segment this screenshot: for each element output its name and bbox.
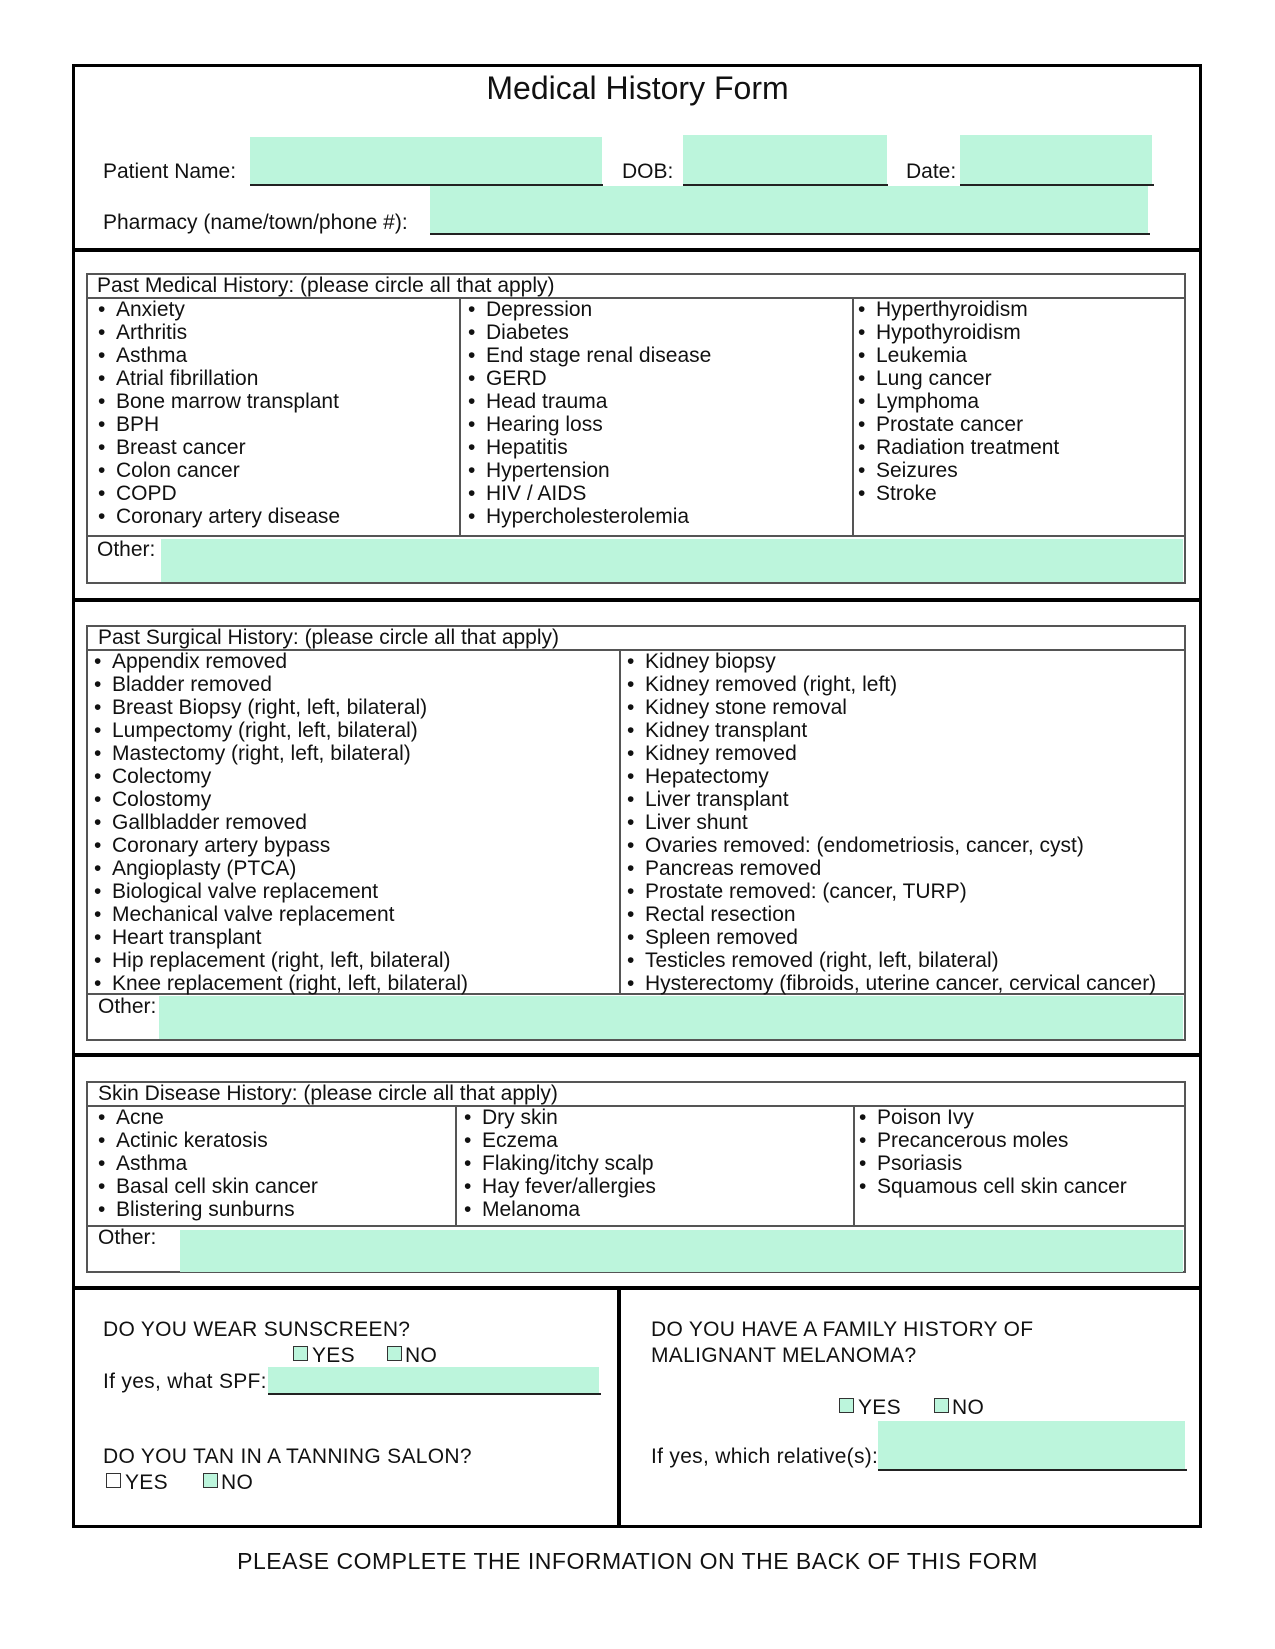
family-no-label: NO [952,1396,985,1419]
past-medical-col-sep-2 [852,297,854,535]
bullet-icon: • [627,719,635,742]
pharmacy-underline [430,233,1150,235]
bullet-icon: • [94,650,102,673]
list-item[interactable] [468,413,711,436]
list-item-label: Pancreas removed [645,857,822,880]
list-item-label: Bladder removed [112,673,272,696]
list-item[interactable] [94,857,468,880]
pharmacy-label: Pharmacy (name/town/phone #): [103,211,408,234]
bullet-icon: • [464,1106,472,1129]
list-item[interactable] [98,298,340,321]
list-item[interactable] [627,788,1156,811]
list-item-label: Mastectomy (right, left, bilateral) [112,742,411,765]
bullet-icon: • [627,880,635,903]
sunscreen-yes-label: YES [312,1344,355,1367]
list-item-label: Hyperthyroidism [876,298,1028,321]
list-item[interactable] [98,482,340,505]
bullet-icon: • [94,903,102,926]
bullet-icon: • [468,344,476,367]
list-item[interactable] [468,482,711,505]
list-item[interactable] [94,719,468,742]
list-item-label: Squamous cell skin cancer [877,1175,1127,1198]
list-item-label: Appendix removed [112,650,288,673]
patient-name-label: Patient Name: [103,160,237,183]
list-item[interactable] [464,1152,656,1175]
list-item[interactable] [468,505,711,528]
patient-name-field[interactable] [250,137,602,185]
bullet-icon: • [94,765,102,788]
bullet-icon: • [858,436,866,459]
list-item[interactable] [468,367,711,390]
list-item[interactable] [468,459,711,482]
list-item[interactable] [858,459,1059,482]
past-medical-col-sep-1 [459,297,461,535]
bullet-icon: • [94,696,102,719]
list-item-label: Kidney removed (right, left) [645,673,898,696]
list-item-label: Biological valve replacement [112,880,379,903]
sunscreen-no-checkbox[interactable] [387,1346,402,1361]
skin-list-1 [98,1106,318,1221]
bullet-icon: • [627,857,635,880]
list-item[interactable] [98,390,340,413]
list-item[interactable] [98,413,340,436]
list-item-label: Poison Ivy [877,1106,974,1129]
list-item[interactable] [468,298,711,321]
list-item-label: COPD [116,482,177,505]
list-item[interactable] [627,857,1156,880]
list-item[interactable] [98,1129,318,1152]
past-medical-list-2 [468,298,711,528]
list-item-label: Hip replacement (right, left, bilateral) [112,949,451,972]
list-item[interactable] [468,344,711,367]
list-item[interactable] [94,972,468,995]
list-item[interactable] [94,903,468,926]
list-item-label: Hysterectomy (fibroids, uterine cancer, cervical cancer) [645,972,1157,995]
bullet-icon: • [627,696,635,719]
list-item[interactable] [627,834,1156,857]
bullet-icon: • [468,505,476,528]
bullet-icon: • [468,436,476,459]
sunscreen-no-label: NO [405,1344,438,1367]
bullet-icon: • [98,367,106,390]
divider-header [72,248,1202,252]
skin-other-line [86,1225,1186,1227]
list-item-label: Lumpectomy (right, left, bilateral) [112,719,418,742]
bullet-icon: • [627,972,635,995]
bullet-icon: • [98,482,106,505]
list-item[interactable] [627,811,1156,834]
page-title: Medical History Form [486,70,789,106]
divider-surgical [72,1053,1202,1057]
bullet-icon: • [858,298,866,321]
family-yes-label: YES [858,1396,901,1419]
list-item[interactable] [858,390,1059,413]
list-item[interactable] [858,367,1059,390]
skin-other-field[interactable] [180,1230,1183,1272]
list-item-label: Head trauma [486,390,608,413]
list-item[interactable] [98,1198,318,1221]
list-item-label: Hypothyroidism [876,321,1021,344]
bullet-icon: • [98,1198,106,1221]
past-surgical-other-label: Other: [98,995,157,1018]
bullet-icon: • [94,811,102,834]
list-item-label: Hypertension [486,459,610,482]
list-item[interactable] [94,926,468,949]
list-item[interactable] [98,344,340,367]
list-item[interactable] [98,367,340,390]
skin-list-2 [464,1106,656,1221]
list-item[interactable] [468,436,711,459]
list-item-label: Diabetes [486,321,569,344]
bullet-icon: • [627,834,635,857]
bullet-icon: • [98,413,106,436]
bullet-icon: • [98,1129,106,1152]
list-item-label: Kidney stone removal [645,696,847,719]
list-item-label: Colectomy [112,765,212,788]
date-field[interactable] [960,135,1152,185]
bullet-icon: • [858,482,866,505]
skin-col-sep-1 [455,1105,457,1225]
list-item-label: Breast cancer [116,436,246,459]
list-item[interactable] [627,880,1156,903]
date-label: Date: [906,160,957,183]
list-item-label: Spleen removed [645,926,798,949]
bullet-icon: • [468,482,476,505]
list-item[interactable] [94,834,468,857]
list-item[interactable] [94,673,468,696]
list-item-label: Hearing loss [486,413,603,436]
list-item[interactable] [627,926,1156,949]
dob-label: DOB: [622,160,674,183]
past-surgical-col-sep [619,649,621,993]
past-medical-other-line [86,535,1186,537]
list-item-label: Colon cancer [116,459,240,482]
list-item-label: Precancerous moles [877,1129,1069,1152]
bullet-icon: • [627,949,635,972]
bullet-icon: • [98,321,106,344]
list-item[interactable] [859,1152,1127,1175]
bullet-icon: • [98,505,106,528]
list-item[interactable] [464,1129,656,1152]
bullet-icon: • [468,298,476,321]
list-item-label: Eczema [482,1129,558,1152]
list-item-label: Lymphoma [876,390,980,413]
list-item-label: Testicles removed (right, left, bilateral) [645,949,999,972]
list-item[interactable] [859,1175,1127,1198]
list-item[interactable] [98,459,340,482]
list-item-label: GERD [486,367,547,390]
list-item-label: Anxiety [116,298,185,321]
bullet-icon: • [464,1129,472,1152]
bullet-icon: • [94,949,102,972]
bullet-icon: • [859,1152,867,1175]
bullet-icon: • [94,834,102,857]
list-item[interactable] [858,436,1059,459]
bullet-icon: • [94,926,102,949]
list-item[interactable] [94,650,468,673]
bullet-icon: • [98,344,106,367]
past-medical-heading: Past Medical History: (please circle all that apply) [97,274,555,297]
list-item[interactable] [468,321,711,344]
bullet-icon: • [468,413,476,436]
bullet-icon: • [627,673,635,696]
past-medical-list-3 [858,298,1059,505]
list-item-label: Asthma [116,1152,188,1175]
list-item-label: Atrial fibrillation [116,367,259,390]
list-item-label: Prostate cancer [876,413,1024,436]
bullet-icon: • [94,719,102,742]
list-item-label: Heart transplant [112,926,262,949]
list-item-label: Blistering sunburns [116,1198,295,1221]
past-medical-other-field[interactable] [161,539,1183,582]
list-item-label: Breast Biopsy (right, left, bilateral) [112,696,428,719]
list-item[interactable] [627,742,1156,765]
list-item[interactable] [627,949,1156,972]
list-item-label: Coronary artery disease [116,505,341,528]
spf-underline [268,1393,601,1395]
list-item-label: Coronary artery bypass [112,834,331,857]
list-item-label: Liver transplant [645,788,789,811]
bullet-icon: • [627,788,635,811]
list-item[interactable] [627,650,1156,673]
divider-questions [617,1286,621,1528]
list-item[interactable] [468,390,711,413]
list-item-label: Hay fever/allergies [482,1175,656,1198]
relative-field[interactable] [878,1421,1185,1469]
bullet-icon: • [94,788,102,811]
bullet-icon: • [98,1152,106,1175]
list-item-label: Liver shunt [645,811,748,834]
bullet-icon: • [468,390,476,413]
list-item[interactable] [94,765,468,788]
bullet-icon: • [468,367,476,390]
bullet-icon: • [858,321,866,344]
list-item-label: Gallbladder removed [112,811,307,834]
list-item[interactable] [94,949,468,972]
bullet-icon: • [627,650,635,673]
list-item-label: Depression [486,298,593,321]
dob-field[interactable] [683,135,887,185]
bullet-icon: • [464,1152,472,1175]
list-item[interactable] [858,298,1059,321]
bullet-icon: • [627,903,635,926]
list-item-label: Knee replacement (right, left, bilateral) [112,972,469,995]
bullet-icon: • [98,459,106,482]
bullet-icon: • [858,344,866,367]
list-item-label: Colostomy [112,788,212,811]
list-item[interactable] [98,505,340,528]
list-item-label: BPH [116,413,160,436]
spf-field[interactable] [268,1367,599,1393]
list-item[interactable] [858,413,1059,436]
list-item-label: Ovaries removed: (endometriosis, cancer, cyst) [645,834,1084,857]
list-item[interactable] [464,1175,656,1198]
past-surgical-other-field[interactable] [159,996,1183,1039]
list-item[interactable] [859,1129,1127,1152]
list-item-label: Actinic keratosis [116,1129,268,1152]
pharmacy-field[interactable] [430,186,1148,234]
list-item[interactable] [627,696,1156,719]
bullet-icon: • [98,390,106,413]
list-item-label: Rectal resection [645,903,796,926]
family-question-line2: MALIGNANT MELANOMA? [651,1344,917,1367]
list-item[interactable] [94,880,468,903]
list-item-label: Hypercholesterolemia [486,505,690,528]
tanning-yes-checkbox[interactable] [106,1473,121,1488]
list-item-label: Hepatitis [486,436,568,459]
family-no-checkbox[interactable] [934,1398,949,1413]
list-item[interactable] [627,903,1156,926]
list-item-label: Asthma [116,344,188,367]
spf-label: If yes, what SPF: [103,1370,267,1393]
past-surgical-heading: Past Surgical History: (please circle all that apply) [98,626,560,649]
list-item[interactable] [94,696,468,719]
bullet-icon: • [94,742,102,765]
list-item[interactable] [464,1106,656,1129]
list-item-label: Lung cancer [876,367,992,390]
list-item-label: Basal cell skin cancer [116,1175,318,1198]
divider-medical [72,598,1202,602]
list-item-label: Kidney biopsy [645,650,776,673]
past-surgical-list-1 [94,650,468,995]
list-item[interactable] [859,1106,1127,1129]
list-item-label: Leukemia [876,344,968,367]
skin-other-label: Other: [98,1226,157,1249]
family-question-line1: DO YOU HAVE A FAMILY HISTORY OF [651,1318,1034,1341]
list-item-label: HIV / AIDS [486,482,587,505]
sunscreen-question: DO YOU WEAR SUNSCREEN? [103,1318,411,1341]
bullet-icon: • [464,1175,472,1198]
bullet-icon: • [859,1106,867,1129]
family-yes-checkbox[interactable] [839,1398,854,1413]
list-item[interactable] [627,765,1156,788]
bullet-icon: • [468,321,476,344]
list-item-label: Radiation treatment [876,436,1060,459]
bullet-icon: • [627,926,635,949]
bullet-icon: • [627,811,635,834]
tanning-no-checkbox[interactable] [203,1473,218,1488]
past-surgical-list-2 [627,650,1156,995]
skin-heading: Skin Disease History: (please circle all that apply) [98,1082,558,1105]
tanning-yes-label: YES [125,1471,168,1494]
list-item-label: Melanoma [482,1198,581,1221]
bullet-icon: • [98,298,106,321]
past-medical-other-label: Other: [97,538,156,561]
bullet-icon: • [627,765,635,788]
list-item-label: End stage renal disease [486,344,712,367]
list-item-label: Kidney removed [645,742,797,765]
bullet-icon: • [468,459,476,482]
bullet-icon: • [98,1106,106,1129]
list-item[interactable] [627,972,1156,995]
bullet-icon: • [94,972,102,995]
bullet-icon: • [858,390,866,413]
list-item-label: Arthritis [116,321,188,344]
list-item-label: Stroke [876,482,937,505]
list-item[interactable] [627,673,1156,696]
skin-list-3 [859,1106,1127,1198]
divider-skin [72,1286,1202,1290]
bullet-icon: • [464,1198,472,1221]
tanning-no-label: NO [221,1471,254,1494]
list-item-label: Hepatectomy [645,765,769,788]
bullet-icon: • [98,1175,106,1198]
bullet-icon: • [858,459,866,482]
list-item[interactable] [858,482,1059,505]
list-item[interactable] [98,1175,318,1198]
sunscreen-yes-checkbox[interactable] [293,1346,308,1361]
list-item-label: Acne [116,1106,164,1129]
bullet-icon: • [627,742,635,765]
list-item-label: Kidney transplant [645,719,808,742]
list-item[interactable] [98,1106,318,1129]
tanning-question: DO YOU TAN IN A TANNING SALON? [103,1445,472,1468]
relative-label: If yes, which relative(s): [651,1445,879,1468]
list-item-label: Dry skin [482,1106,558,1129]
bullet-icon: • [94,673,102,696]
list-item[interactable] [464,1198,656,1221]
past-medical-list-1 [98,298,340,528]
list-item-label: Psoriasis [877,1152,963,1175]
relative-underline [878,1469,1187,1471]
list-item-label: Mechanical valve replacement [112,903,395,926]
list-item-label: Bone marrow transplant [116,390,339,413]
bullet-icon: • [98,436,106,459]
list-item[interactable] [98,321,340,344]
list-item-label: Prostate removed: (cancer, TURP) [645,880,967,903]
list-item-label: Angioplasty (PTCA) [112,857,297,880]
list-item[interactable] [858,344,1059,367]
bullet-icon: • [858,367,866,390]
list-item-label: Seizures [876,459,958,482]
skin-col-sep-2 [853,1105,855,1225]
list-item[interactable] [858,321,1059,344]
bullet-icon: • [94,880,102,903]
list-item[interactable] [98,1152,318,1175]
bullet-icon: • [859,1175,867,1198]
list-item[interactable] [94,788,468,811]
footer-note: PLEASE COMPLETE THE INFORMATION ON THE BACK OF THIS FORM [237,1548,1038,1574]
list-item-label: Flaking/itchy scalp [482,1152,654,1175]
list-item[interactable] [94,811,468,834]
list-item[interactable] [94,742,468,765]
list-item[interactable] [98,436,340,459]
bullet-icon: • [859,1129,867,1152]
bullet-icon: • [94,857,102,880]
list-item[interactable] [627,719,1156,742]
bullet-icon: • [858,413,866,436]
